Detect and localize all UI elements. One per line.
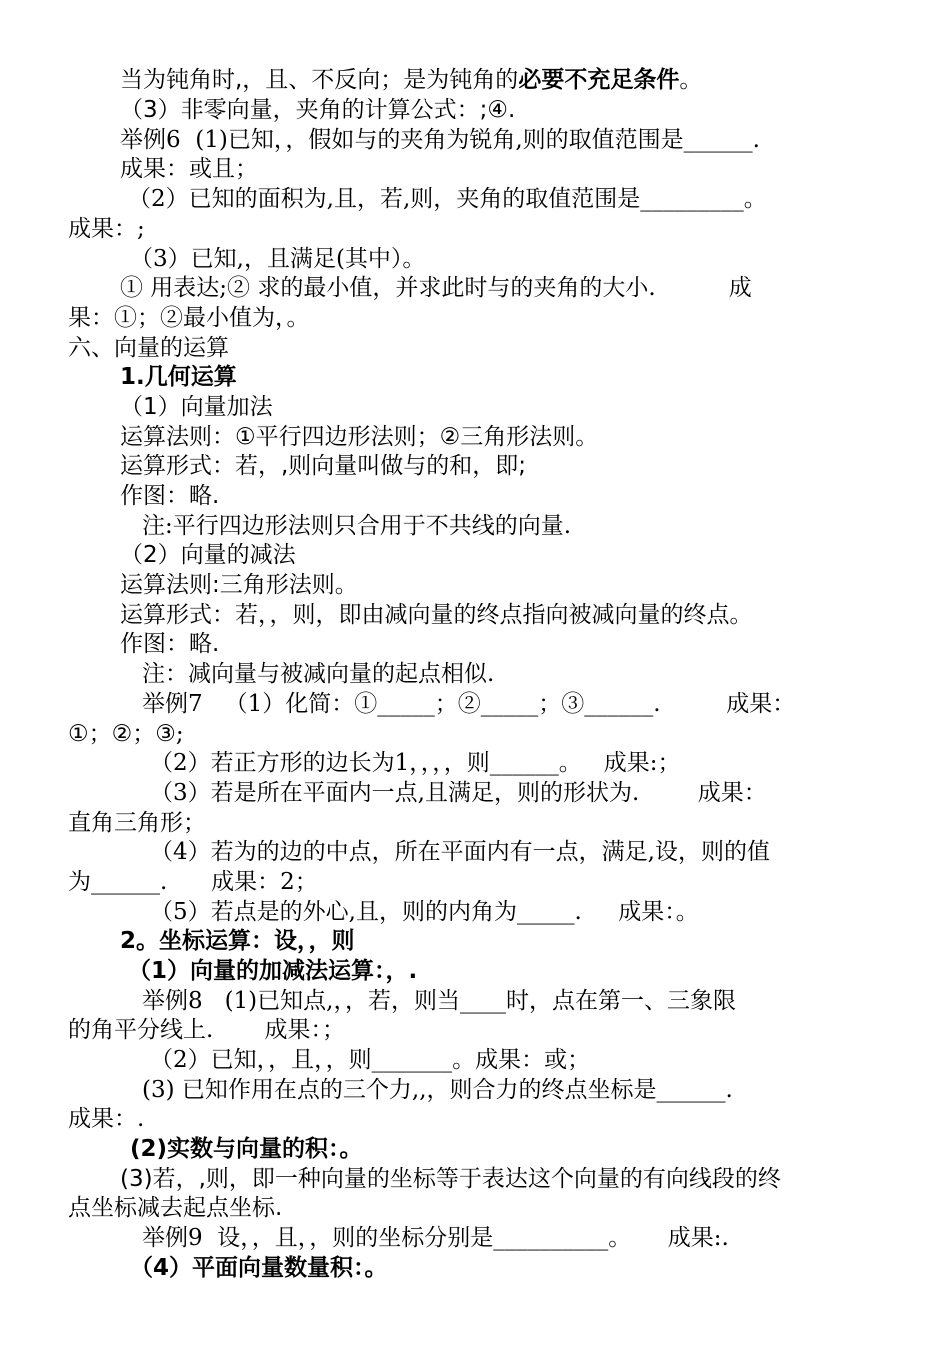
text-line-24: （2）若正方形的边长为1，，，，则______。 成果:； [150, 750, 681, 776]
text-line-36: 成果：. [68, 1106, 145, 1132]
text-line-31: （1）向量的加减法运算：，. [128, 958, 418, 984]
text-line-34: （2）已知，，且，，则_______。成果：或； [150, 1047, 591, 1073]
text-line-27: （4）若为的边的中点，所在平面内有一点，满足,设，则的值 [150, 839, 770, 865]
text-line-38: (3)若，,则，即一种向量的坐标等于表达这个向量的有向线段的终 [120, 1166, 781, 1192]
text-line-29: （5）若点是的外心,且，则的内角为_____. 成果：。 [150, 899, 699, 925]
text-line-9: 果：①；②最小值为，。 [68, 305, 310, 331]
text-line-15: 作图：略. [120, 483, 220, 509]
text-line-5: （2）已知的面积为,且，若,则，夹角的取值范围是_________。 [128, 186, 767, 212]
text-line-22: 举例7 （1）化简：①_____；②_____；③______. 成果： [142, 691, 796, 717]
text-line-21: 注：减向量与被减向量的起点相似. [142, 661, 495, 687]
text-line-7: （3）已知,，且满足(其中）。 [130, 246, 426, 272]
text-line-8: ① 用表达;② 求的最小值，并求此时与的夹角的大小. 成 [120, 275, 752, 301]
text-line-12: （1）向量加法 [120, 394, 273, 420]
text-line-1 [120, 66, 942, 95]
text-line-23: ①；②；③; [68, 721, 184, 747]
text-line-33: 的角平分线上. 成果：； [68, 1017, 345, 1043]
text-line-4: 成果：或且； [120, 156, 258, 182]
text-line-16: 注:平行四边形法则只合用于不共线的向量. [142, 513, 572, 539]
text-line-28: 为______. 成果：2； [68, 869, 318, 895]
line-1-tail: 。 [679, 67, 703, 93]
text-line-41: （4）平面向量数量积：。 [130, 1255, 388, 1281]
text-line-32: 举例8 (1)已知点,，，若，则当____时，点在第一、三象限 [142, 988, 736, 1014]
text-line-25: （3）若是所在平面内一点,且满足，则的形状为. 成果： [150, 780, 767, 806]
text-line-40: 举例9 设，，且，，则的坐标分别是__________。 成果:. [142, 1225, 729, 1251]
text-line-18: 运算法则:三角形法则。 [120, 572, 358, 598]
text-line-26: 直角三角形； [68, 810, 206, 836]
text-line-35: (3) 已知作用在点的三个力,,，则合力的终点坐标是______. [142, 1077, 733, 1103]
text-line-20: 作图：略. [120, 631, 220, 657]
line-1-bold: 必要不充足条件 [518, 67, 680, 93]
text-line-13: 运算法则：①平行四边形法则；②三角形法则。 [120, 424, 599, 450]
text-line-39: 点坐标减去起点坐标. [68, 1195, 283, 1221]
line-1-text: 当为钝角时,，且、不反向；是为钝角的 [120, 67, 519, 93]
text-line-19: 运算形式：若，，则，即由减向量的终点指向被减向量的终点。 [120, 602, 753, 628]
text-line-11: 1.几何运算 [120, 364, 237, 390]
text-line-17: （2）向量的减法 [120, 542, 296, 568]
text-line-3: 举例6 (1)已知，，假如与的夹角为锐角,则的取值范围是______. [120, 127, 760, 153]
text-line-37: (2)实数与向量的积：。 [130, 1136, 363, 1162]
text-line-14: 运算形式：若，,则向量叫做与的和，即; [120, 453, 527, 479]
text-line-6: 成果：; [68, 216, 145, 242]
text-line-30: 2。坐标运算：设，，则 [120, 928, 355, 954]
text-line-2: （3）非零向量，夹角的计算公式：;④. [120, 97, 516, 123]
text-line-10: 六、向量的运算 [68, 335, 229, 361]
